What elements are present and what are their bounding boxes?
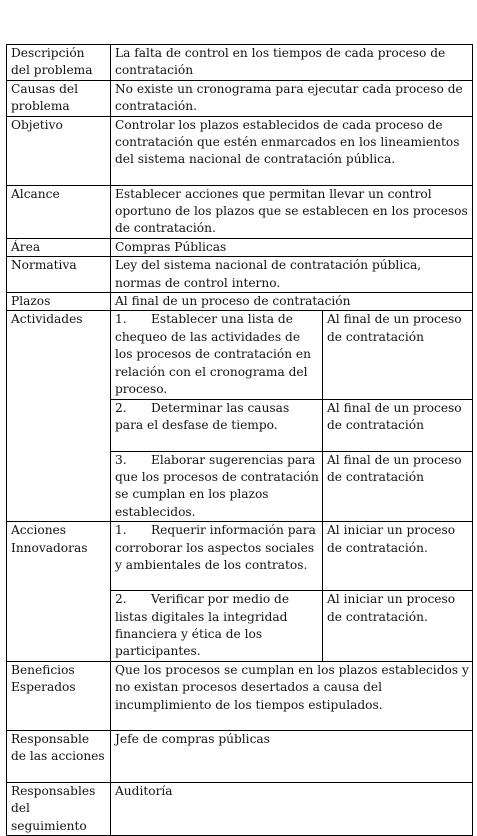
value-alcance: Establecer acciones que permitan llevar un control oportuno de los plazos que se establecen en los procesos de contratación. (111, 185, 473, 238)
action-text: Verificar por medio de listas digitales la integridad financiera y ética de los participantes. (115, 592, 290, 659)
row-descripcion (7, 45, 473, 81)
action-item (111, 522, 323, 591)
row-normativa (7, 257, 473, 293)
action-plan-table (6, 44, 473, 836)
row-responsable (7, 730, 473, 782)
activity-period: Al final de un proceso de contratación (323, 451, 473, 522)
activity-text: Establecer una lista de chequeo de las actividades de los procesos de contratación en relación con el cronograma del proceso. (115, 312, 311, 397)
label-causas: Causas del problema (7, 80, 111, 116)
action-period: Al iniciar un proceso de contratación. (323, 591, 473, 662)
label-objetivo: Objetivo (7, 116, 111, 185)
value-objetivo: Controlar los plazos establecidos de cada proceso de contratación que estén enmarcados en los lineamientos del sistema nacional de contratación pública. (111, 116, 473, 185)
activity-number: 1. (115, 312, 127, 327)
row-causas (7, 80, 473, 116)
action-number: 2. (115, 592, 127, 607)
activity-period: Al final de un proceso de contratación (323, 311, 473, 399)
label-normativa: Normativa (7, 257, 111, 293)
label-area: Área (7, 238, 111, 256)
label-plazos: Plazos (7, 293, 111, 311)
row-acciones-1 (7, 522, 473, 591)
value-seguimiento: Auditoría (111, 782, 473, 835)
label-descripcion: Descripción del problema (7, 45, 111, 81)
activity-number: 3. (115, 452, 127, 467)
activity-item (111, 311, 323, 399)
row-plazos (7, 293, 473, 311)
action-period: Al iniciar un proceso de contratación. (323, 522, 473, 591)
row-actividades-1 (7, 311, 473, 399)
label-responsable: Responsable de las acciones (7, 730, 111, 782)
value-beneficios: Que los procesos se cumplan en los plazos establecidos y no existan procesos desertados a causa del incumplimiento de los tiempos estipulados. (111, 661, 473, 730)
value-plazos: Al final de un proceso de contratación (111, 293, 473, 311)
row-area (7, 238, 473, 256)
action-number: 1. (115, 523, 127, 538)
action-text: Requerir información para corroborar los aspectos sociales y ambientales de los contratos. (115, 523, 316, 572)
label-acciones: Acciones Innovadoras (7, 522, 111, 662)
row-seguimiento (7, 782, 473, 835)
activity-item (111, 399, 323, 451)
row-objetivo (7, 116, 473, 185)
value-causas: No existe un cronograma para ejecutar cada proceso de contratación. (111, 80, 473, 116)
activity-item (111, 451, 323, 522)
activity-period: Al final de un proceso de contratación (323, 399, 473, 451)
row-beneficios (7, 661, 473, 730)
activity-text: Elaborar sugerencias para que los procesos de contratación se cumplan en los plazos establecidos. (115, 452, 319, 519)
label-beneficios: Beneficios Esperados (7, 661, 111, 730)
label-actividades: Actividades (7, 311, 111, 522)
label-alcance: Alcance (7, 185, 111, 238)
value-area: Compras Públicas (111, 238, 473, 256)
activity-text: Determinar las causas para el desfase de tiempo. (115, 400, 290, 432)
action-item (111, 591, 323, 662)
value-normativa: Ley del sistema nacional de contratación pública, normas de control interno. (111, 257, 473, 293)
row-alcance (7, 185, 473, 238)
activity-number: 2. (115, 400, 127, 415)
value-descripcion: La falta de control en los tiempos de cada proceso de contratación (111, 45, 473, 81)
label-seguimiento: Responsables del seguimiento (7, 782, 111, 835)
value-responsable: Jefe de compras públicas (111, 730, 473, 782)
